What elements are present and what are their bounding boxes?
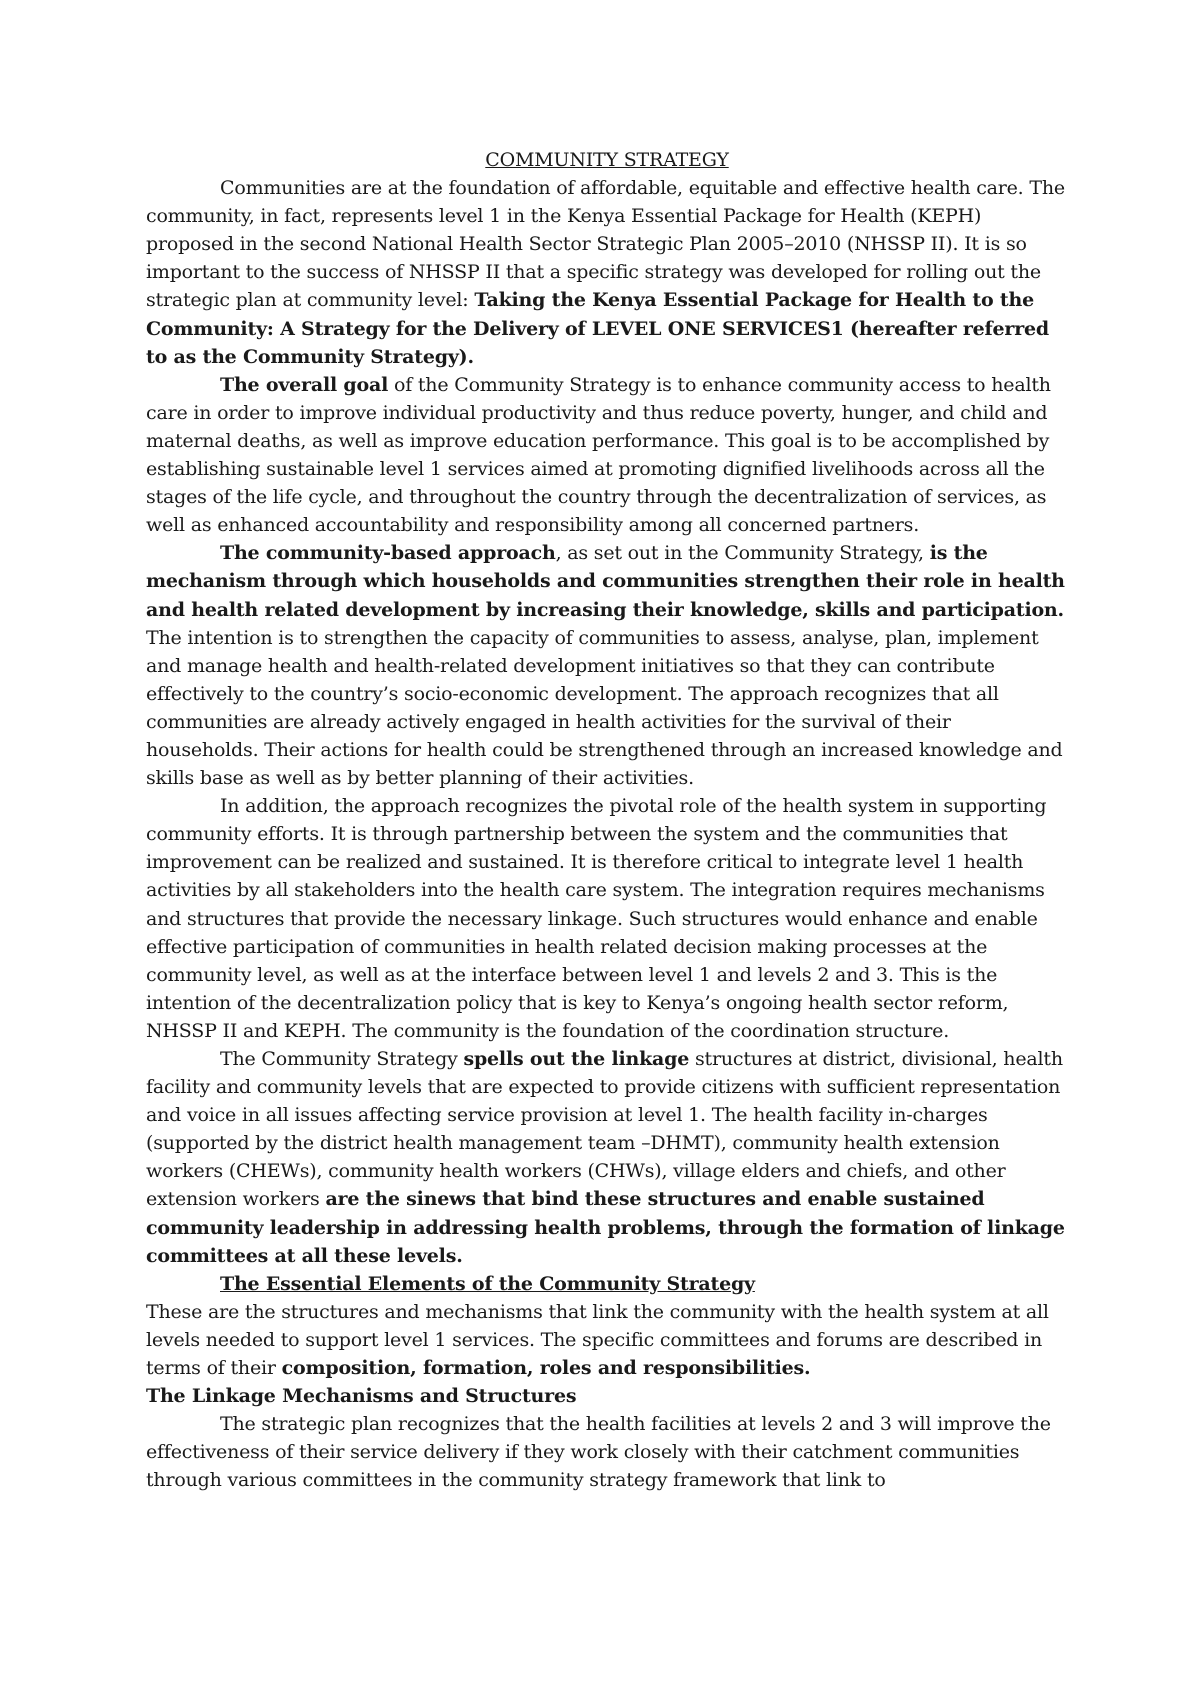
paragraph-intro	[146, 174, 1068, 371]
paragraph-community-approach	[146, 539, 1068, 792]
bold-text: is the mechanism through which households and communities strengthen their role in health and health related development by increasing their knowledge, skills and participation.	[146, 542, 1065, 621]
bold-text: Taking the Kenya Essential Package for Health to the Community: A Strategy for the Delivery of LEVEL ONE SERVICES1 (hereafter referred to as the Community Strategy).	[146, 289, 1049, 368]
bold-text: composition, formation, roles and responsibilities.	[281, 1357, 811, 1380]
paragraph-strategic-plan: The strategic plan recognizes that the health facilities at levels 2 and 3 will improve the effectiveness of their service delivery if they work closely with their catchment communities through various committees in the community strategy framework that link to	[146, 1413, 1051, 1492]
section-heading-linkage-mechanisms	[146, 1382, 1068, 1410]
paragraph-text: Communities are at the foundation of affordable, equitable and effective health care. The community, in fact, represents level 1 in the Kenya Essential Package for Health (KEPH) proposed in the second National Health Sector Strategic Plan 2005–2010 (NHSSP II). It is so important to the success of NHSSP II that a specific strategy was developed for rolling out the strategic plan at community level:	[146, 177, 1065, 312]
paragraph-text: of the Community Strategy is to enhance community access to health care in order to improve individual productivity and thus reduce poverty, hunger, and child and maternal deaths, as well as improve education performance. This goal is to be accomplished by establishing sustainable level 1 services aimed at promoting dignified livelihoods across all the stages of the life cycle, and throughout the country through the decentralization of services, as well as enhanced accountability and responsibility among all concerned partners.	[146, 373, 1051, 537]
paragraph-text: , as set out in the Community Strategy,	[555, 542, 930, 565]
bold-text: are the sinews that bind these structures and enable sustained community leadership in addressing health problems, through the formation of linkage committees at all these levels.	[146, 1188, 1065, 1267]
paragraph-essential-elements	[146, 1298, 1068, 1382]
bold-text: The overall goal	[220, 373, 389, 396]
heading-text: The Essential Elements of the Community Strategy	[220, 1272, 755, 1295]
section-heading-essential-elements	[146, 1270, 1068, 1298]
bold-text: The community-based approach	[220, 542, 556, 565]
paragraph-text: These are the structures and mechanisms that link the community with the health system at all levels needed to support level 1 services. The specific committees and forums are described in terms of their	[146, 1300, 1049, 1380]
paragraph-text: The Community Strategy	[220, 1048, 464, 1070]
paragraph-text: structures at district, divisional, health facility and community levels that are expected to provide citizens with sufficient representation and voice in all issues affecting service provision at level 1. The health facility in-charges (supported by the district health management team –DHMT), community health extension workers (CHEWs), community health workers (CHWs), village elders and chiefs, and other extension workers	[146, 1048, 1063, 1211]
paragraph-linkage	[146, 1045, 1068, 1270]
bold-text: spells out the linkage	[463, 1048, 690, 1070]
heading-text: The Linkage Mechanisms and Structures	[146, 1385, 577, 1408]
paragraph-overall-goal	[146, 371, 1068, 540]
paragraph-text: The intention is to strengthen the capacity of communities to assess, analyse, plan, implement and manage health and health-related development initiatives so that they can contribute effectively to the country’s socio-economic development. The approach recognizes that all communities are already actively engaged in health activities for the survival of their households. Their actions for health could be strengthened through an increased knowledge and skills base as well as by better planning of their activities.	[146, 626, 1063, 790]
document-title: COMMUNITY STRATEGY	[485, 149, 729, 171]
paragraph-health-system-role: In addition, the approach recognizes the pivotal role of the health system in supporting community efforts. It is through partnership between the system and the communities that improvement can be realized and sustained. It is therefore critical to integrate level 1 health activities by all stakeholders into the health care system. The integration requires mechanisms and structures that provide the necessary linkage. Such structures would enhance and enable effective participation of communities in health related decision making processes at the community level, as well as at the interface between level 1 and levels 2 and 3. This is the intention of the decentralization policy that is key to Kenya’s ongoing health sector reform, NHSSP II and KEPH. The community is the foundation of the coordination structure.	[146, 795, 1047, 1042]
